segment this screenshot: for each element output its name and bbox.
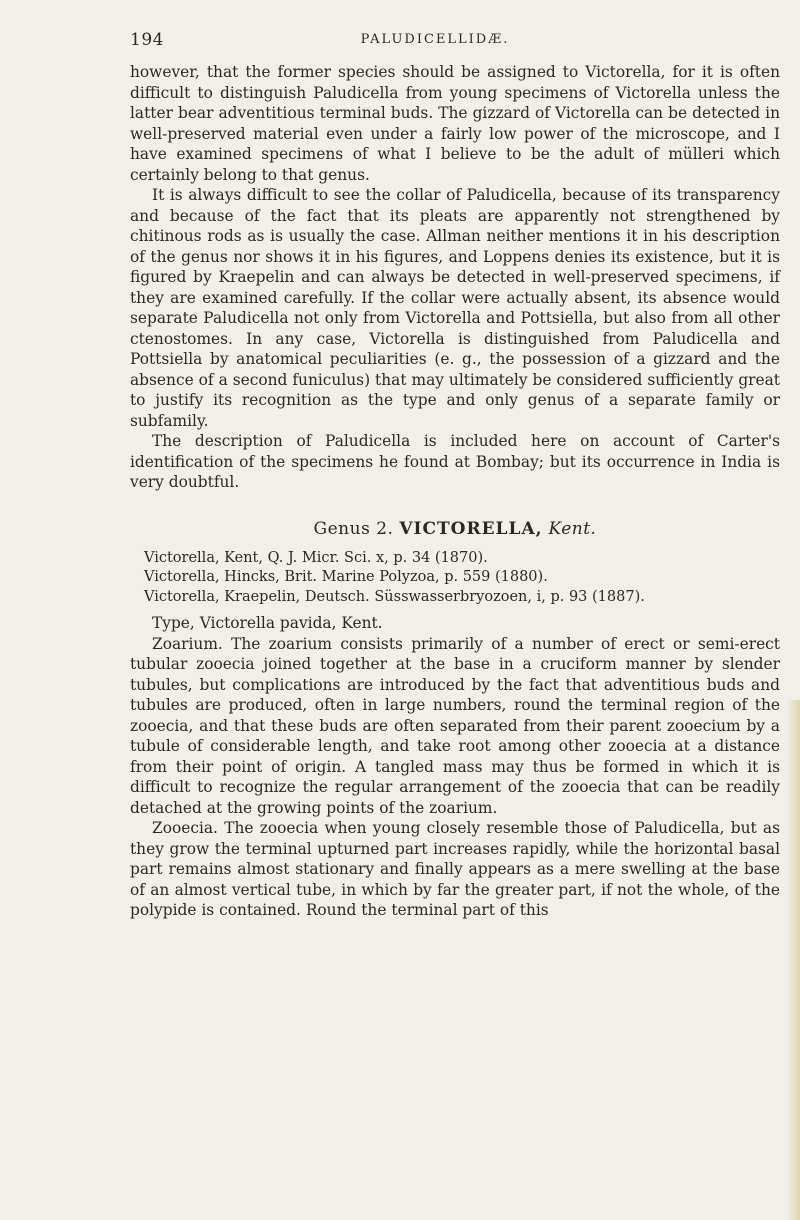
type-line: Type, Victorella pavida, Kent. xyxy=(152,614,383,632)
genus-heading-author: Kent. xyxy=(548,518,597,539)
page-number: 194 xyxy=(130,30,164,50)
synonymy-references xyxy=(130,549,780,608)
page-body xyxy=(130,62,780,921)
page-header xyxy=(130,30,740,56)
genus-heading-prefix: Genus 2. xyxy=(313,518,394,539)
genus-heading-name: VICTORELLA, xyxy=(399,518,543,539)
paragraph: The description of Paludicella is included here on account of Carter's identification of the specimens he found at Bombay; but its occurrence in India is very doubtful. xyxy=(130,432,780,491)
genus-heading xyxy=(130,519,780,539)
reference-line: Victorella, Kent, Q. J. Micr. Sci. x, p. 34 (1870). xyxy=(144,549,488,566)
running-title: PALUDICELLIDÆ. xyxy=(360,32,510,47)
reference-line: Victorella, Kraepelin, Deutsch. Süsswasserbryozoen, i, p. 93 (1887). xyxy=(144,588,645,605)
paragraph: however, that the former species should be assigned to Victorella, for it is often difficult to distinguish Paludicella from young specimens of Victorella unless the latter bear adventitious terminal buds. The gizzard of Victorella can be detected in well-preserved material even under a fairly low power of the microscope, and I have examined specimens of what I believe to be the adult of mülleri which certainly belong to that genus. xyxy=(130,63,780,184)
paragraph: Zoarium. The zoarium consists primarily of a number of erect or semi-erect tubular zooecia joined together at the base in a cruciform manner by slender tubules, but complications are introduced by the fact that adventitious buds and tubules are produced, often in large numbers, round the terminal region of the zooecia, and that these buds are often separated from their parent zooecium by a tubule of considerable length, and take root among other zooecia at a distance from their point of origin. A tangled mass may thus be formed in which it is difficult to recognize the regular arrangement of the zooecia that can be readily detached at the growing points of the zoarium. xyxy=(130,634,780,817)
paper-stain xyxy=(786,700,800,1220)
paragraph: Zooecia. The zooecia when young closely resemble those of Paludicella, but as they grow the terminal upturned part increases rapidly, while the horizontal basal part remains almost stationary and finally appears as a mere swelling at the base of an almost vertical tube, in which by far the greater part, if not the whole, of the polypide is contained. Round the terminal part of this xyxy=(130,819,780,919)
reference-line: Victorella, Hincks, Brit. Marine Polyzoa, p. 559 (1880). xyxy=(144,569,548,585)
paragraph: It is always difficult to see the collar of Paludicella, because of its transparency and because of the fact that its pleats are apparently not strengthened by chitinous rods as is usually the case. Allman neither mentions it in his description of the genus nor shows it in his figures, and Loppens denies its existence, but it is figured by Kraepelin and can always be detected in well-preserved specimens, if they are examined carefully. If the collar were actually absent, its absence would separate Paludicella not only from Victorella and Pottsiella, but also from all other ctenostomes. In any case, Victorella is distinguished from Paludicella and Pottsiella by anatomical peculiarities (e. g., the possession of a gizzard and the absence of a second funiculus) that may ultimately be considered sufficiently great to justify its recognition as the type and only genus of a separate family or subfamily. xyxy=(130,186,780,430)
